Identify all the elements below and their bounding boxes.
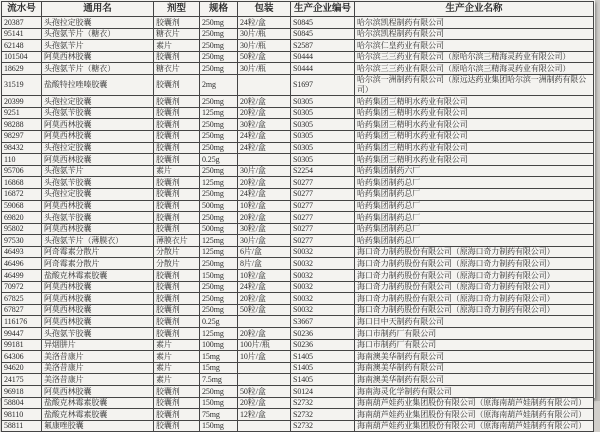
package-cell: 20粒/盒: [238, 328, 291, 340]
serial-cell: 9251: [2, 107, 42, 119]
manufacturer-code-cell: S2732: [291, 397, 355, 409]
manufacturer-code-cell: S0236: [291, 328, 355, 340]
table-row: [2, 177, 594, 189]
table-row: [2, 28, 594, 40]
dosage-form-cell: 素片: [154, 40, 200, 52]
serial-cell: 46493: [2, 246, 42, 258]
manufacturer-name-cell: 哈药集团制药总厂: [355, 200, 594, 212]
package-cell: 30片/瓶: [238, 40, 291, 52]
table-row: [2, 51, 594, 63]
dosage-form-cell: 薄膜衣片: [154, 235, 200, 247]
generic-name-cell: 头孢氨苄片（糖衣）: [42, 63, 154, 75]
dosage-form-cell: 胶囊剂: [154, 130, 200, 142]
spec-cell: 250mg: [200, 281, 238, 293]
spec-cell: 150mg: [200, 270, 238, 282]
dosage-form-cell: 胶囊剂: [154, 281, 200, 293]
package-cell: [238, 154, 291, 166]
dosage-form-cell: 糖衣片: [154, 63, 200, 75]
table-row: [2, 96, 594, 108]
manufacturer-name-cell: 海口市制药厂有限公司: [355, 328, 594, 340]
package-cell: 6片/盒: [238, 246, 291, 258]
manufacturer-code-cell: S0032: [291, 293, 355, 305]
serial-cell: 16868: [2, 177, 42, 189]
package-cell: 8片/盒: [238, 258, 291, 270]
package-cell: 24粒/盒: [238, 142, 291, 154]
table-header-row: [2, 2, 594, 17]
manufacturer-code-cell: S3667: [291, 316, 355, 328]
generic-name-cell: 阿莫西林胶囊: [42, 223, 154, 235]
generic-name-cell: 异烟肼片: [42, 339, 154, 351]
generic-name-cell: 阿莫西林胶囊: [42, 281, 154, 293]
manufacturer-code-cell: S0277: [291, 188, 355, 200]
serial-cell: 95141: [2, 28, 42, 40]
generic-name-cell: 美洛昔康片: [42, 374, 154, 386]
package-cell: 20粒/盒: [238, 177, 291, 189]
generic-name-cell: 头孢氨苄片: [42, 165, 154, 177]
spec-cell: 250mg: [200, 386, 238, 398]
package-cell: 24粒/盒: [238, 188, 291, 200]
serial-cell: 95802: [2, 223, 42, 235]
dosage-form-cell: 素片: [154, 165, 200, 177]
generic-name-cell: 阿奇霉素分散片: [42, 258, 154, 270]
table-row: [2, 130, 594, 142]
serial-cell: 24175: [2, 374, 42, 386]
manufacturer-code-cell: S0124: [291, 386, 355, 398]
spec-cell: 125mg: [200, 177, 238, 189]
package-cell: 24粒/盒: [238, 130, 291, 142]
package-cell: 20粒/盒: [238, 397, 291, 409]
serial-cell: 16872: [2, 188, 42, 200]
manufacturer-name-cell: 海南葫芦娃药业集团股份有限公司（原海南葫芦娃制药有限公司）: [355, 397, 594, 409]
serial-cell: 46496: [2, 258, 42, 270]
generic-name-cell: 阿莫西林胶囊: [42, 200, 154, 212]
table-row: [2, 270, 594, 282]
manufacturer-name-cell: 哈药集团制药总厂: [355, 235, 594, 247]
table-row: [2, 107, 594, 119]
manufacturer-name-cell: 海南澳美华制药有限公司: [355, 362, 594, 374]
manufacturer-code-cell: S1697: [291, 74, 355, 95]
spec-cell: 7.5mg: [200, 374, 238, 386]
package-cell: 50粒/盒: [238, 386, 291, 398]
serial-cell: 94620: [2, 362, 42, 374]
table-row: [2, 40, 594, 52]
table-row: [2, 200, 594, 212]
dosage-form-cell: 素片: [154, 339, 200, 351]
manufacturer-code-cell: S0305: [291, 130, 355, 142]
package-cell: [238, 362, 291, 374]
package-cell: 100片/瓶: [238, 339, 291, 351]
serial-cell: 67827: [2, 304, 42, 316]
generic-name-cell: 阿奇霉素分散片: [42, 246, 154, 258]
manufacturer-name-cell: 海口奇力制药股份有限公司（原海口奇力制药有限公司）: [355, 246, 594, 258]
spec-cell: 250mg: [200, 142, 238, 154]
package-cell: 12粒/盒: [238, 409, 291, 421]
serial-cell: 18629: [2, 63, 42, 75]
manufacturer-name-cell: 哈药集团制药总厂: [355, 223, 594, 235]
serial-cell: 70972: [2, 281, 42, 293]
manufacturer-name-cell: 海口奇力制药股份有限公司（原海口奇力制药有限公司）: [355, 293, 594, 305]
spec-cell: 500mg: [200, 200, 238, 212]
spec-cell: 125mg: [200, 328, 238, 340]
serial-cell: 59068: [2, 200, 42, 212]
manufacturer-code-cell: S0236: [291, 339, 355, 351]
serial-cell: 67825: [2, 293, 42, 305]
spec-cell: 250mg: [200, 51, 238, 63]
manufacturer-name-cell: 哈药集团三精明水药业有限公司: [355, 107, 594, 119]
manufacturer-code-cell: S2732: [291, 409, 355, 421]
manufacturer-name-cell: 哈药集团三精明水药业有限公司: [355, 142, 594, 154]
package-cell: 20粒/盒: [238, 96, 291, 108]
dosage-form-cell: 胶囊剂: [154, 200, 200, 212]
manufacturer-code-cell: S0305: [291, 119, 355, 131]
manufacturer-name-cell: 哈尔滨三三药业有限公司（原哈尔滨三精海灵药业有限公司）: [355, 51, 594, 63]
spec-cell: 250mg: [200, 188, 238, 200]
manufacturer-name-cell: 哈药集团制药总厂: [355, 177, 594, 189]
manufacturer-code-cell: S0305: [291, 107, 355, 119]
package-cell: 50粒/盒: [238, 304, 291, 316]
generic-name-cell: 盐酸克林霉素胶囊: [42, 409, 154, 421]
spec-cell: 250mg: [200, 165, 238, 177]
dosage-form-cell: 胶囊剂: [154, 119, 200, 131]
package-cell: 24粒/盒: [238, 17, 291, 29]
manufacturer-name-cell: 海口市制药厂有限公司: [355, 339, 594, 351]
column-header-manufacturer-code: 生产企业编号: [291, 2, 355, 17]
manufacturer-code-cell: S0305: [291, 96, 355, 108]
manufacturer-code-cell: S0277: [291, 177, 355, 189]
spec-cell: 250mg: [200, 96, 238, 108]
serial-cell: 98297: [2, 130, 42, 142]
generic-name-cell: 阿莫西林胶囊: [42, 316, 154, 328]
manufacturer-name-cell: 哈尔滨三三药业有限公司（原哈尔滨三精海灵药业有限公司）: [355, 63, 594, 75]
manufacturer-code-cell: S0277: [291, 235, 355, 247]
manufacturer-code-cell: S0845: [291, 17, 355, 29]
dosage-form-cell: 胶囊剂: [154, 212, 200, 224]
dosage-form-cell: 糖衣片: [154, 28, 200, 40]
spec-cell: 75mg: [200, 409, 238, 421]
dosage-form-cell: 胶囊剂: [154, 328, 200, 340]
serial-cell: 98110: [2, 409, 42, 421]
package-cell: 24粒/盒: [238, 281, 291, 293]
manufacturer-name-cell: 海口奇力制药股份有限公司（原海口奇力制药有限公司）: [355, 281, 594, 293]
table-row: [2, 63, 594, 75]
dosage-form-cell: 胶囊剂: [154, 420, 200, 432]
manufacturer-name-cell: 哈药集团制药总厂: [355, 212, 594, 224]
package-cell: 30片/盒: [238, 235, 291, 247]
serial-cell: 99447: [2, 328, 42, 340]
table-row: [2, 258, 594, 270]
spec-cell: 250mg: [200, 258, 238, 270]
serial-cell: 96918: [2, 386, 42, 398]
dosage-form-cell: 素片: [154, 351, 200, 363]
spec-cell: 150mg: [200, 420, 238, 432]
generic-name-cell: 阿莫西林胶囊: [42, 119, 154, 131]
serial-cell: 58804: [2, 397, 42, 409]
spec-cell: 15mg: [200, 351, 238, 363]
manufacturer-code-cell: S2587: [291, 40, 355, 52]
manufacturer-name-cell: 哈药集团三精明水药业有限公司: [355, 96, 594, 108]
table-row: [2, 386, 594, 398]
spec-cell: 2mg: [200, 74, 238, 95]
dosage-form-cell: 分散片: [154, 246, 200, 258]
table-row: [2, 374, 594, 386]
spec-cell: 125mg: [200, 107, 238, 119]
table-row: [2, 293, 594, 305]
spec-cell: 100mg: [200, 339, 238, 351]
generic-name-cell: 阿莫西林胶囊: [42, 304, 154, 316]
manufacturer-code-cell: S1405: [291, 362, 355, 374]
manufacturer-code-cell: S1405: [291, 374, 355, 386]
serial-cell: 98288: [2, 119, 42, 131]
dosage-form-cell: 胶囊剂: [154, 17, 200, 29]
dosage-form-cell: 胶囊剂: [154, 188, 200, 200]
dosage-form-cell: 胶囊剂: [154, 74, 200, 95]
manufacturer-code-cell: S0277: [291, 223, 355, 235]
serial-cell: 95706: [2, 165, 42, 177]
serial-cell: 20399: [2, 96, 42, 108]
package-cell: [238, 374, 291, 386]
spec-cell: 250mg: [200, 63, 238, 75]
manufacturer-code-cell: S0032: [291, 270, 355, 282]
package-cell: 30片/瓶: [238, 63, 291, 75]
table-row: [2, 397, 594, 409]
dosage-form-cell: 胶囊剂: [154, 223, 200, 235]
serial-cell: 62148: [2, 40, 42, 52]
column-header-package: 包装: [238, 2, 291, 17]
generic-name-cell: 盐酸特拉唑嗪胶囊: [42, 74, 154, 95]
serial-cell: 101504: [2, 51, 42, 63]
package-cell: 20粒/盒: [238, 293, 291, 305]
table-row: [2, 212, 594, 224]
column-header-manufacturer-name: 生产企业名称: [355, 2, 594, 17]
manufacturer-code-cell: S0444: [291, 51, 355, 63]
package-cell: 20粒/盒: [238, 107, 291, 119]
column-header-spec: 规格: [200, 2, 238, 17]
package-cell: 20粒/盒: [238, 212, 291, 224]
spec-cell: 250mg: [200, 293, 238, 305]
generic-name-cell: 阿莫西林胶囊: [42, 51, 154, 63]
table-row: [2, 316, 594, 328]
table-row: [2, 281, 594, 293]
manufacturer-name-cell: 哈药集团三精明水药业有限公司: [355, 154, 594, 166]
package-cell: 10粒/盒: [238, 270, 291, 282]
manufacturer-name-cell: 海口奇力制药股份有限公司（原海口奇力制药有限公司）: [355, 304, 594, 316]
manufacturer-name-cell: 哈尔滨一洲制药有限公司（原远达药业集团哈尔滨一洲制药有限公司）: [355, 74, 594, 95]
generic-name-cell: 美洛昔康片: [42, 362, 154, 374]
dosage-form-cell: 胶囊剂: [154, 409, 200, 421]
dosage-form-cell: 胶囊剂: [154, 386, 200, 398]
manufacturer-name-cell: 海口日中天制药有限公司: [355, 316, 594, 328]
package-cell: [238, 420, 291, 432]
table-row: [2, 17, 594, 29]
dosage-form-cell: 胶囊剂: [154, 293, 200, 305]
package-cell: 10粒/盒: [238, 200, 291, 212]
dosage-form-cell: 胶囊剂: [154, 397, 200, 409]
generic-name-cell: 头孢氨苄胶囊: [42, 212, 154, 224]
spec-cell: 250mg: [200, 40, 238, 52]
spec-cell: 0.25g: [200, 316, 238, 328]
dosage-form-cell: 胶囊剂: [154, 142, 200, 154]
table-row: [2, 409, 594, 421]
table-row: [2, 119, 594, 131]
generic-name-cell: 阿莫西林胶囊: [42, 386, 154, 398]
manufacturer-name-cell: 哈尔滨仁皇药业有限公司: [355, 40, 594, 52]
generic-name-cell: 头孢氨苄片: [42, 40, 154, 52]
table-row: [2, 339, 594, 351]
table-row: [2, 351, 594, 363]
dosage-form-cell: 素片: [154, 362, 200, 374]
manufacturer-name-cell: 海南澳美华制药有限公司: [355, 374, 594, 386]
dosage-form-cell: 胶囊剂: [154, 107, 200, 119]
serial-cell: 20387: [2, 17, 42, 29]
dosage-form-cell: 素片: [154, 374, 200, 386]
spec-cell: 250mg: [200, 130, 238, 142]
table-row: [2, 328, 594, 340]
table-row: [2, 142, 594, 154]
dosage-form-cell: 胶囊剂: [154, 304, 200, 316]
table-row: [2, 246, 594, 258]
package-cell: 30粒/盒: [238, 119, 291, 131]
spec-cell: 250mg: [200, 119, 238, 131]
manufacturer-code-cell: S0032: [291, 258, 355, 270]
table-row: [2, 304, 594, 316]
package-cell: [238, 316, 291, 328]
package-cell: 30片/盒: [238, 165, 291, 177]
spec-cell: 250mg: [200, 212, 238, 224]
manufacturer-code-cell: S1405: [291, 351, 355, 363]
generic-name-cell: 美洛昔康片: [42, 351, 154, 363]
generic-name-cell: 盐酸克林霉素胶囊: [42, 270, 154, 282]
generic-name-cell: 头孢拉定胶囊: [42, 17, 154, 29]
generic-name-cell: 头孢拉定胶囊: [42, 96, 154, 108]
table-row: [2, 235, 594, 247]
column-header-serial: 流水号: [2, 2, 42, 17]
manufacturer-name-cell: 海南葫芦娃药业集团股份有限公司（原海南葫芦娃制药有限公司）: [355, 420, 594, 432]
generic-name-cell: 头孢拉定胶囊: [42, 142, 154, 154]
generic-name-cell: 阿莫西林胶囊: [42, 154, 154, 166]
spec-cell: 250mg: [200, 304, 238, 316]
serial-cell: 99181: [2, 339, 42, 351]
package-cell: 10片/盒: [238, 351, 291, 363]
serial-cell: 64306: [2, 351, 42, 363]
manufacturer-code-cell: S2732: [291, 420, 355, 432]
spec-cell: 150mg: [200, 397, 238, 409]
generic-name-cell: 头孢氨苄胶囊: [42, 177, 154, 189]
serial-cell: 46499: [2, 270, 42, 282]
manufacturer-name-cell: 海南海灵化学制药有限公司: [355, 386, 594, 398]
manufacturer-name-cell: 哈药集团制药总厂: [355, 188, 594, 200]
table-row: [2, 165, 594, 177]
table-row: [2, 74, 594, 95]
spec-cell: 250mg: [200, 17, 238, 29]
manufacturer-name-cell: 哈药集团制药六厂: [355, 165, 594, 177]
dosage-form-cell: 胶囊剂: [154, 177, 200, 189]
dosage-form-cell: 胶囊剂: [154, 154, 200, 166]
generic-name-cell: 阿莫西林胶囊: [42, 130, 154, 142]
table-row: [2, 362, 594, 374]
spec-cell: 250mg: [200, 28, 238, 40]
serial-cell: 69820: [2, 212, 42, 224]
manufacturer-code-cell: S0032: [291, 281, 355, 293]
spec-cell: 125mg: [200, 246, 238, 258]
column-header-generic-name: 通用名: [42, 2, 154, 17]
spec-cell: 500mg: [200, 223, 238, 235]
manufacturer-name-cell: 哈药集团三精明水药业有限公司: [355, 130, 594, 142]
manufacturer-code-cell: S0305: [291, 142, 355, 154]
generic-name-cell: 氟康唑胶囊: [42, 420, 154, 432]
generic-name-cell: 头孢拉定胶囊: [42, 188, 154, 200]
dosage-form-cell: 胶囊剂: [154, 51, 200, 63]
manufacturer-code-cell: S2254: [291, 165, 355, 177]
serial-cell: 58811: [2, 420, 42, 432]
column-header-dosage-form: 剂型: [154, 2, 200, 17]
spec-cell: 15mg: [200, 362, 238, 374]
manufacturer-code-cell: S0277: [291, 200, 355, 212]
manufacturer-code-cell: S0305: [291, 154, 355, 166]
generic-name-cell: 头孢氨苄片（薄膜衣）: [42, 235, 154, 247]
manufacturer-name-cell: 哈尔滨凯程制药有限公司: [355, 28, 594, 40]
manufacturer-code-cell: S0277: [291, 212, 355, 224]
manufacturer-name-cell: 哈尔滨凯程制药有限公司: [355, 17, 594, 29]
manufacturer-code-cell: S0032: [291, 304, 355, 316]
manufacturer-name-cell: 哈药集团三精明水药业有限公司: [355, 119, 594, 131]
package-cell: 30片/瓶: [238, 28, 291, 40]
manufacturer-name-cell: 海口奇力制药股份有限公司（原海口奇力制药有限公司）: [355, 270, 594, 282]
serial-cell: 110: [2, 154, 42, 166]
generic-name-cell: 头孢氨苄片（糖衣）: [42, 28, 154, 40]
table-row: [2, 223, 594, 235]
generic-name-cell: 盐酸克林霉素胶囊: [42, 397, 154, 409]
generic-name-cell: 阿莫西林胶囊: [42, 293, 154, 305]
serial-cell: 97530: [2, 235, 42, 247]
dosage-form-cell: 胶囊剂: [154, 270, 200, 282]
generic-name-cell: 头孢氨苄胶囊: [42, 107, 154, 119]
dosage-form-cell: 分散片: [154, 258, 200, 270]
serial-cell: 98432: [2, 142, 42, 154]
spec-cell: 0.25g: [200, 154, 238, 166]
serial-cell: 116176: [2, 316, 42, 328]
manufacturer-code-cell: S0032: [291, 246, 355, 258]
package-cell: 50粒/盒: [238, 51, 291, 63]
dosage-form-cell: 胶囊剂: [154, 316, 200, 328]
serial-cell: 31519: [2, 74, 42, 95]
table-row: [2, 420, 594, 432]
manufacturer-code-cell: S0845: [291, 28, 355, 40]
drug-price-table: [1, 1, 594, 432]
manufacturer-name-cell: 海南澳美华制药有限公司: [355, 351, 594, 363]
table-row: [2, 154, 594, 166]
spec-cell: 125mg: [200, 235, 238, 247]
generic-name-cell: 头孢氨苄胶囊: [42, 328, 154, 340]
manufacturer-name-cell: 海南葫芦娃药业集团股份有限公司（原海南葫芦娃制药有限公司）: [355, 409, 594, 421]
manufacturer-code-cell: S0444: [291, 63, 355, 75]
package-cell: [238, 74, 291, 95]
package-cell: 30粒/盒: [238, 223, 291, 235]
table-row: [2, 188, 594, 200]
dosage-form-cell: 胶囊剂: [154, 96, 200, 108]
manufacturer-name-cell: 海口奇力制药股份有限公司（原海口奇力制药有限公司）: [355, 258, 594, 270]
